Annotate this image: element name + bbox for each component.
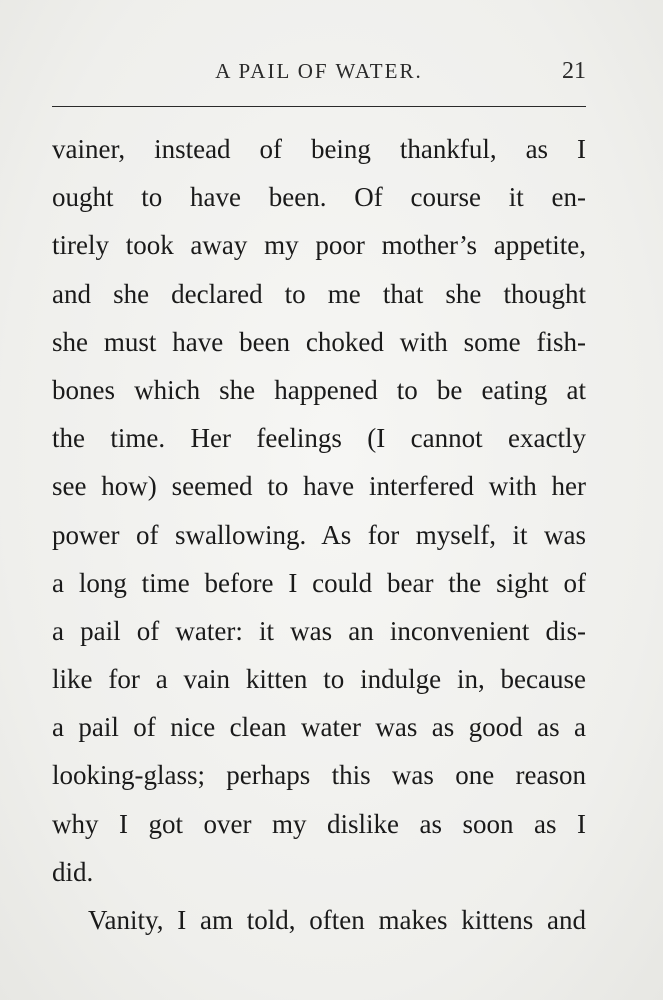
text-line: ought to have been. Of course it en- bbox=[52, 182, 586, 213]
text-line: tirely took away my poor mother’s appetite, bbox=[52, 230, 586, 261]
text-line: a long time before I could bear the sight of bbox=[52, 567, 586, 598]
text-line: see how) seemed to have interfered with her bbox=[52, 471, 586, 502]
text-line: the time. Her feelings (I cannot exactly bbox=[52, 423, 586, 454]
text-line: vainer, instead of being thankful, as I bbox=[52, 134, 586, 164]
text-line: like for a vain kitten to indulge in, because bbox=[52, 664, 586, 695]
text-line: why I got over my dislike as soon as I bbox=[52, 808, 586, 839]
text-line: and she declared to me that she thought bbox=[52, 278, 586, 309]
text-line: bones which she happened to be eating at bbox=[52, 374, 586, 405]
text-line: a pail of water: it was an inconvenient dis- bbox=[52, 615, 586, 646]
text-line: she must have been choked with some fish- bbox=[52, 326, 586, 357]
header-rule bbox=[52, 106, 586, 107]
body-text bbox=[52, 125, 586, 944]
text-line: looking-glass; perhaps this was one reason bbox=[52, 760, 586, 791]
text-line: power of swallowing. As for myself, it was bbox=[52, 519, 586, 550]
running-header bbox=[52, 56, 586, 92]
running-title: A PAIL OF WATER. bbox=[215, 59, 423, 83]
text-line: a pail of nice clean water was as good as a bbox=[52, 712, 586, 743]
paragraph-first-line: Vanity, I am told, often makes kittens and bbox=[88, 905, 586, 935]
page-number: 21 bbox=[562, 58, 586, 84]
text-line: did. bbox=[52, 856, 94, 887]
